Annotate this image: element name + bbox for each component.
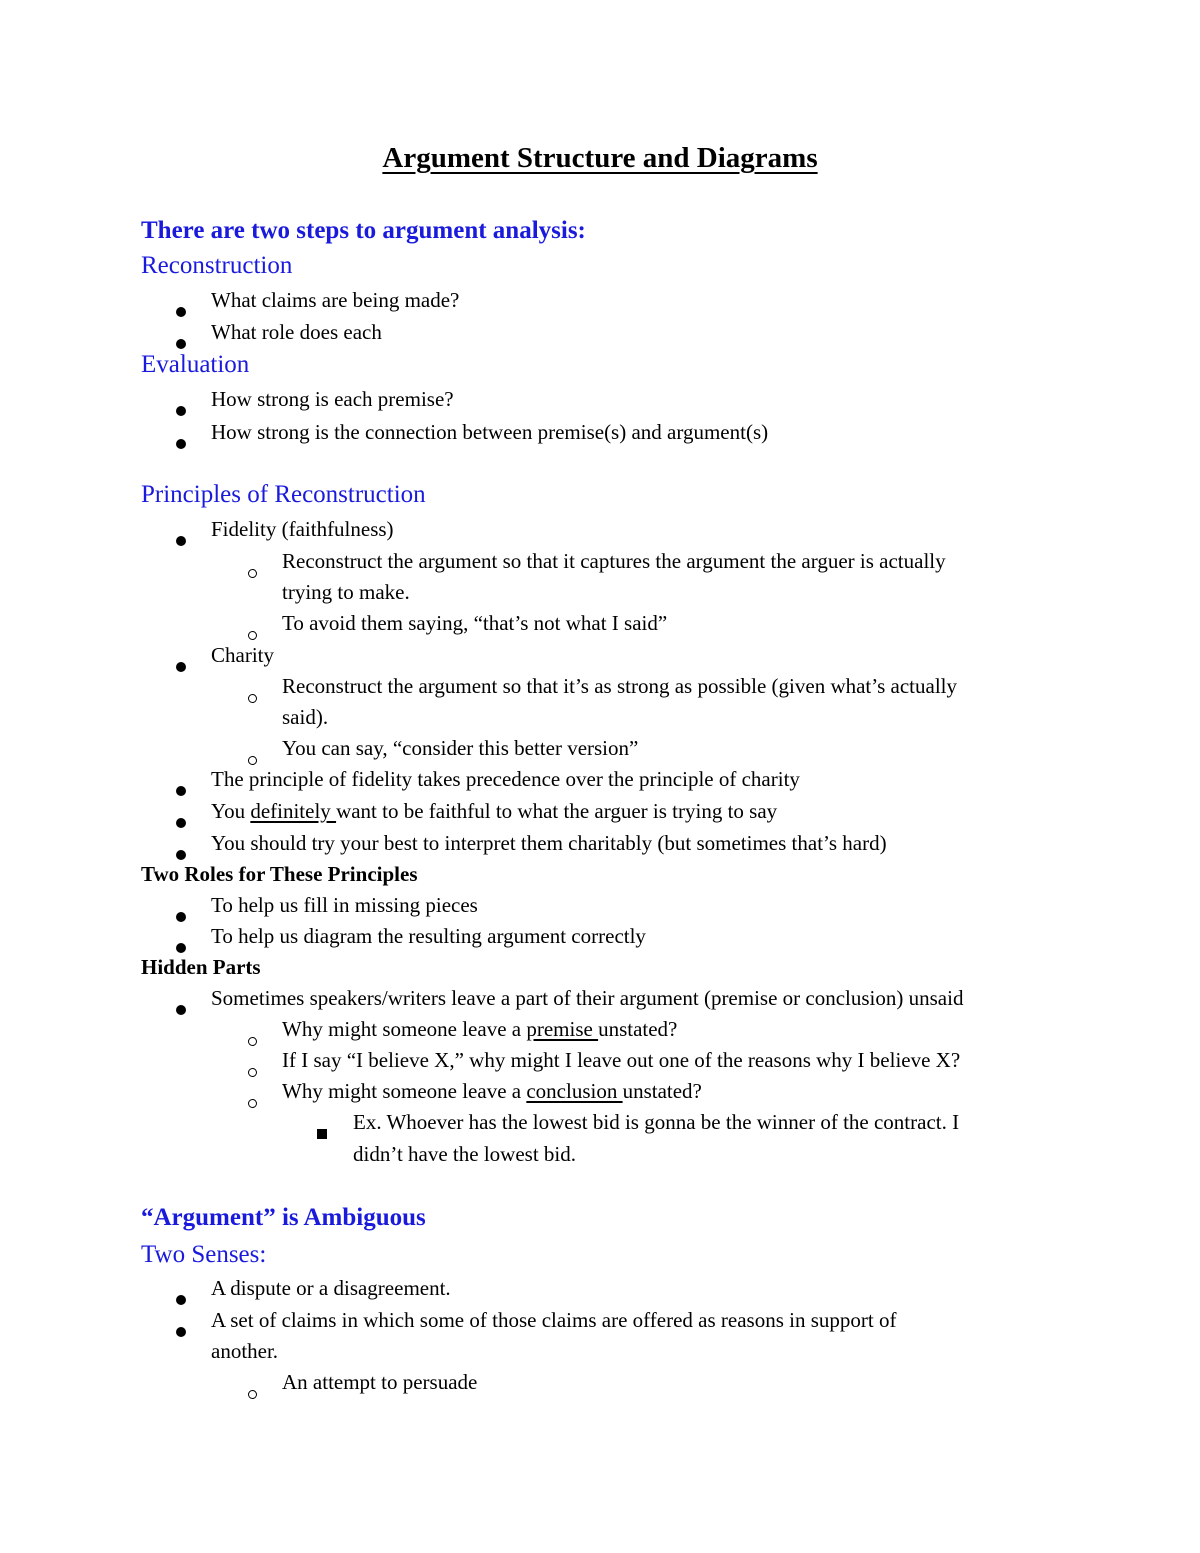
bullet-icon: [176, 525, 186, 553]
list-item-continuation: said).: [282, 705, 329, 729]
bullet-icon: [176, 775, 186, 803]
list-item-continuation: didn’t have the lowest bid.: [353, 1142, 576, 1166]
bullet-icon: [176, 651, 186, 679]
underlined-text: conclusion: [526, 1079, 623, 1103]
hidden-parts-heading: Hidden Parts: [141, 955, 261, 979]
circle-bullet-icon: [248, 682, 257, 710]
circle-bullet-icon: [248, 1378, 257, 1406]
list-item: What claims are being made?: [211, 288, 460, 312]
roles-heading: Two Roles for These Principles: [141, 862, 418, 886]
list-item-continuation: another.: [211, 1339, 279, 1363]
ambiguous-heading: “Argument” is Ambiguous: [141, 1204, 426, 1231]
bullet-icon: [176, 1316, 186, 1344]
list-item: You should try your best to interpret them charitably (but sometimes that’s hard): [211, 831, 887, 855]
list-item: Reconstruct the argument so that it captures the argument the arguer is actually: [282, 549, 946, 573]
list-item: How strong is the connection between premise(s) and argument(s): [211, 420, 769, 444]
underlined-text: definitely: [250, 799, 337, 823]
principles-heading: Principles of Reconstruction: [141, 481, 426, 508]
square-bullet-icon: [317, 1118, 327, 1146]
bullet-icon: [176, 395, 186, 423]
bullet-icon: [176, 901, 186, 929]
bullet-icon: [176, 1284, 186, 1312]
bullet-icon: [176, 428, 186, 456]
list-item: You definitely want to be faithful to what the arguer is trying to say: [211, 799, 778, 823]
circle-bullet-icon: [248, 557, 257, 585]
list-item-continuation: trying to make.: [282, 580, 410, 604]
list-item: Why might someone leave a premise unstated?: [282, 1017, 678, 1041]
evaluation-heading: Evaluation: [141, 351, 250, 378]
list-item: Charity: [211, 643, 274, 667]
list-item: You can say, “consider this better version”: [282, 736, 639, 760]
list-item: Why might someone leave a conclusion unstated?: [282, 1079, 702, 1103]
list-item: Sometimes speakers/writers leave a part of their argument (premise or conclusion) unsaid: [211, 986, 964, 1010]
list-item: Reconstruct the argument so that it’s as strong as possible (given what’s actually: [282, 674, 957, 698]
list-item: To help us diagram the resulting argument correctly: [211, 924, 646, 948]
list-item: What role does each: [211, 320, 382, 344]
list-item: Ex. Whoever has the lowest bid is gonna be the winner of the contract. I: [353, 1110, 960, 1134]
list-item: To avoid them saying, “that’s not what I said”: [282, 611, 668, 635]
circle-bullet-icon: [248, 1025, 257, 1053]
bullet-icon: [176, 994, 186, 1022]
circle-bullet-icon: [248, 1056, 257, 1084]
list-item: How strong is each premise?: [211, 387, 454, 411]
bullet-icon: [176, 807, 186, 835]
list-item: If I say “I believe X,” why might I leave out one of the reasons why I believe X?: [282, 1048, 961, 1072]
circle-bullet-icon: [248, 1087, 257, 1115]
list-item: To help us fill in missing pieces: [211, 893, 478, 917]
list-item: A set of claims in which some of those claims are offered as reasons in support of: [211, 1308, 897, 1332]
page-title: Argument Structure and Diagrams: [382, 142, 818, 174]
two-senses-heading: Two Senses:: [141, 1241, 267, 1268]
list-item: A dispute or a disagreement.: [211, 1276, 451, 1300]
underlined-text: premise: [526, 1017, 599, 1041]
bullet-icon: [176, 296, 186, 324]
list-item: The principle of fidelity takes precedence over the principle of charity: [211, 767, 800, 791]
list-item: Fidelity (faithfulness): [211, 517, 394, 541]
reconstruction-heading: Reconstruction: [141, 252, 293, 279]
intro-heading: There are two steps to argument analysis:: [141, 217, 586, 244]
list-item: An attempt to persuade: [282, 1370, 478, 1394]
